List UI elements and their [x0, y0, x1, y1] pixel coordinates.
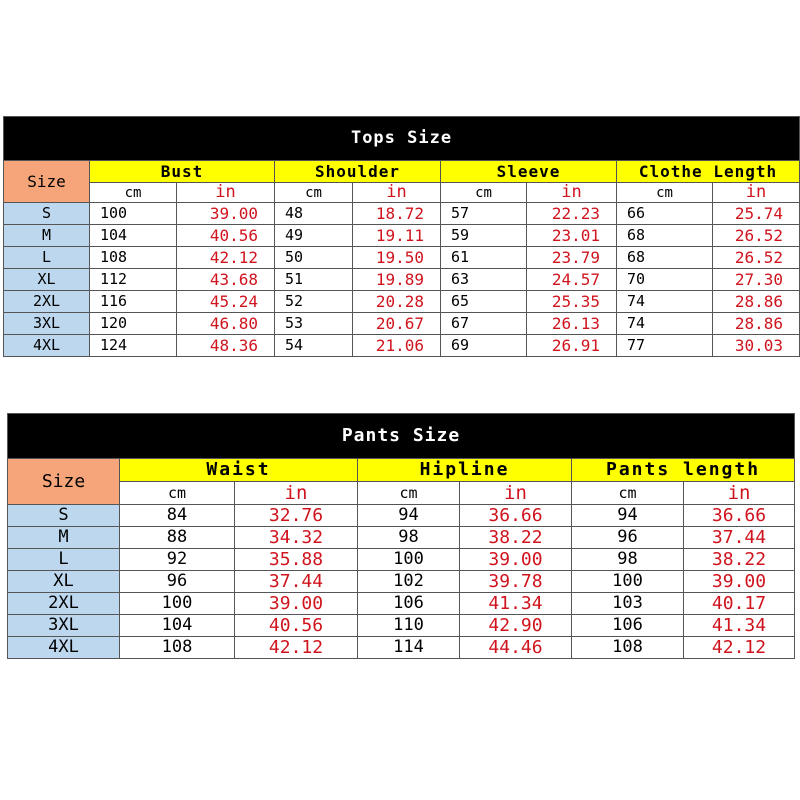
unit-cm-label: cm: [572, 482, 684, 505]
size-label: S: [8, 505, 120, 527]
cm-value: 120: [90, 313, 177, 335]
table-row: [8, 549, 795, 571]
inch-value: 38.22: [684, 549, 795, 571]
cm-value: 49: [275, 225, 353, 247]
size-label: 2XL: [4, 291, 90, 313]
inch-value: 19.89: [353, 269, 441, 291]
cm-value: 92: [120, 549, 235, 571]
cm-value: 74: [617, 291, 713, 313]
table-row: [8, 527, 795, 549]
inch-value: 39.00: [460, 549, 572, 571]
cm-value: 63: [441, 269, 527, 291]
cm-value: 98: [358, 527, 460, 549]
inch-value: 42.12: [684, 637, 795, 659]
inch-value: 23.79: [527, 247, 617, 269]
inch-value: 28.86: [713, 291, 800, 313]
pants-hipline-header: Hipline: [358, 459, 572, 482]
cm-value: 114: [358, 637, 460, 659]
cm-value: 94: [358, 505, 460, 527]
inch-value: 40.56: [177, 225, 275, 247]
cm-value: 69: [441, 335, 527, 357]
inch-value: 42.90: [460, 615, 572, 637]
cm-value: 108: [90, 247, 177, 269]
unit-cm-label: cm: [120, 482, 235, 505]
unit-cm-label: cm: [90, 183, 177, 203]
inch-value: 48.36: [177, 335, 275, 357]
tops-shoulder-header: Shoulder: [275, 161, 441, 183]
table-row: [8, 615, 795, 637]
cm-value: 108: [572, 637, 684, 659]
table-row: [4, 313, 800, 335]
inch-value: 26.52: [713, 247, 800, 269]
table-row: [4, 291, 800, 313]
tops-sleeve-header: Sleeve: [441, 161, 617, 183]
cm-value: 68: [617, 225, 713, 247]
table-row: [4, 225, 800, 247]
cm-value: 116: [90, 291, 177, 313]
inch-value: 18.72: [353, 203, 441, 225]
size-label: 2XL: [8, 593, 120, 615]
tops-unit-row: [4, 183, 800, 203]
table-row: [8, 505, 795, 527]
cm-value: 51: [275, 269, 353, 291]
cm-value: 94: [572, 505, 684, 527]
inch-value: 30.03: [713, 335, 800, 357]
size-label: L: [8, 549, 120, 571]
inch-value: 22.23: [527, 203, 617, 225]
inch-value: 21.06: [353, 335, 441, 357]
inch-value: 36.66: [460, 505, 572, 527]
tops-size-table: [3, 116, 800, 357]
tops-clothe-length-header: Clothe Length: [617, 161, 800, 183]
inch-value: 32.76: [235, 505, 358, 527]
cm-value: 74: [617, 313, 713, 335]
cm-value: 100: [90, 203, 177, 225]
unit-in-label: in: [684, 482, 795, 505]
cm-value: 108: [120, 637, 235, 659]
inch-value: 19.11: [353, 225, 441, 247]
size-label: 3XL: [8, 615, 120, 637]
unit-in-label: in: [460, 482, 572, 505]
unit-in-label: in: [353, 183, 441, 203]
unit-cm-label: cm: [275, 183, 353, 203]
inch-value: 39.00: [177, 203, 275, 225]
unit-cm-label: cm: [441, 183, 527, 203]
size-label: 4XL: [4, 335, 90, 357]
cm-value: 50: [275, 247, 353, 269]
inch-value: 25.35: [527, 291, 617, 313]
inch-value: 43.68: [177, 269, 275, 291]
inch-value: 40.17: [684, 593, 795, 615]
inch-value: 38.22: [460, 527, 572, 549]
tops-bust-header: Bust: [90, 161, 275, 183]
cm-value: 100: [572, 571, 684, 593]
cm-value: 66: [617, 203, 713, 225]
cm-value: 53: [275, 313, 353, 335]
cm-value: 124: [90, 335, 177, 357]
cm-value: 84: [120, 505, 235, 527]
table-row: [4, 203, 800, 225]
size-label: 3XL: [4, 313, 90, 335]
inch-value: 26.52: [713, 225, 800, 247]
cm-value: 100: [358, 549, 460, 571]
table-row: [8, 637, 795, 659]
unit-in-label: in: [177, 183, 275, 203]
inch-value: 25.74: [713, 203, 800, 225]
inch-value: 39.00: [235, 593, 358, 615]
cm-value: 68: [617, 247, 713, 269]
pants-title: Pants Size: [8, 414, 795, 459]
size-label: S: [4, 203, 90, 225]
inch-value: 35.88: [235, 549, 358, 571]
size-label: 4XL: [8, 637, 120, 659]
table-row: [4, 335, 800, 357]
cm-value: 54: [275, 335, 353, 357]
inch-value: 36.66: [684, 505, 795, 527]
cm-value: 96: [120, 571, 235, 593]
tops-title: Tops Size: [4, 117, 800, 161]
size-label: M: [8, 527, 120, 549]
cm-value: 104: [120, 615, 235, 637]
inch-value: 26.13: [527, 313, 617, 335]
pants-size-header: Size: [8, 459, 120, 505]
size-label: XL: [8, 571, 120, 593]
cm-value: 88: [120, 527, 235, 549]
cm-value: 96: [572, 527, 684, 549]
inch-value: 26.91: [527, 335, 617, 357]
cm-value: 52: [275, 291, 353, 313]
cm-value: 98: [572, 549, 684, 571]
inch-value: 37.44: [684, 527, 795, 549]
cm-value: 100: [120, 593, 235, 615]
unit-in-label: in: [527, 183, 617, 203]
cm-value: 110: [358, 615, 460, 637]
cm-value: 104: [90, 225, 177, 247]
size-label: L: [4, 247, 90, 269]
cm-value: 106: [572, 615, 684, 637]
inch-value: 27.30: [713, 269, 800, 291]
inch-value: 41.34: [684, 615, 795, 637]
inch-value: 24.57: [527, 269, 617, 291]
inch-value: 39.00: [684, 571, 795, 593]
inch-value: 23.01: [527, 225, 617, 247]
unit-in-label: in: [713, 183, 800, 203]
inch-value: 42.12: [177, 247, 275, 269]
inch-value: 46.80: [177, 313, 275, 335]
cm-value: 103: [572, 593, 684, 615]
table-row: [8, 593, 795, 615]
inch-value: 20.67: [353, 313, 441, 335]
inch-value: 44.46: [460, 637, 572, 659]
inch-value: 45.24: [177, 291, 275, 313]
inch-value: 37.44: [235, 571, 358, 593]
pants-size-table: [7, 413, 795, 659]
unit-in-label: in: [235, 482, 358, 505]
inch-value: 40.56: [235, 615, 358, 637]
cm-value: 70: [617, 269, 713, 291]
size-label: M: [4, 225, 90, 247]
cm-value: 57: [441, 203, 527, 225]
cm-value: 59: [441, 225, 527, 247]
inch-value: 28.86: [713, 313, 800, 335]
cm-value: 77: [617, 335, 713, 357]
unit-cm-label: cm: [617, 183, 713, 203]
inch-value: 41.34: [460, 593, 572, 615]
cm-value: 102: [358, 571, 460, 593]
unit-cm-label: cm: [358, 482, 460, 505]
table-row: [4, 269, 800, 291]
inch-value: 42.12: [235, 637, 358, 659]
tops-size-header: Size: [4, 161, 90, 203]
inch-value: 34.32: [235, 527, 358, 549]
inch-value: 39.78: [460, 571, 572, 593]
inch-value: 20.28: [353, 291, 441, 313]
inch-value: 19.50: [353, 247, 441, 269]
pants-waist-header: Waist: [120, 459, 358, 482]
cm-value: 61: [441, 247, 527, 269]
size-label: XL: [4, 269, 90, 291]
cm-value: 112: [90, 269, 177, 291]
pants-length-header: Pants length: [572, 459, 795, 482]
cm-value: 67: [441, 313, 527, 335]
table-row: [8, 571, 795, 593]
cm-value: 106: [358, 593, 460, 615]
pants-unit-row: [8, 482, 795, 505]
cm-value: 65: [441, 291, 527, 313]
cm-value: 48: [275, 203, 353, 225]
table-row: [4, 247, 800, 269]
